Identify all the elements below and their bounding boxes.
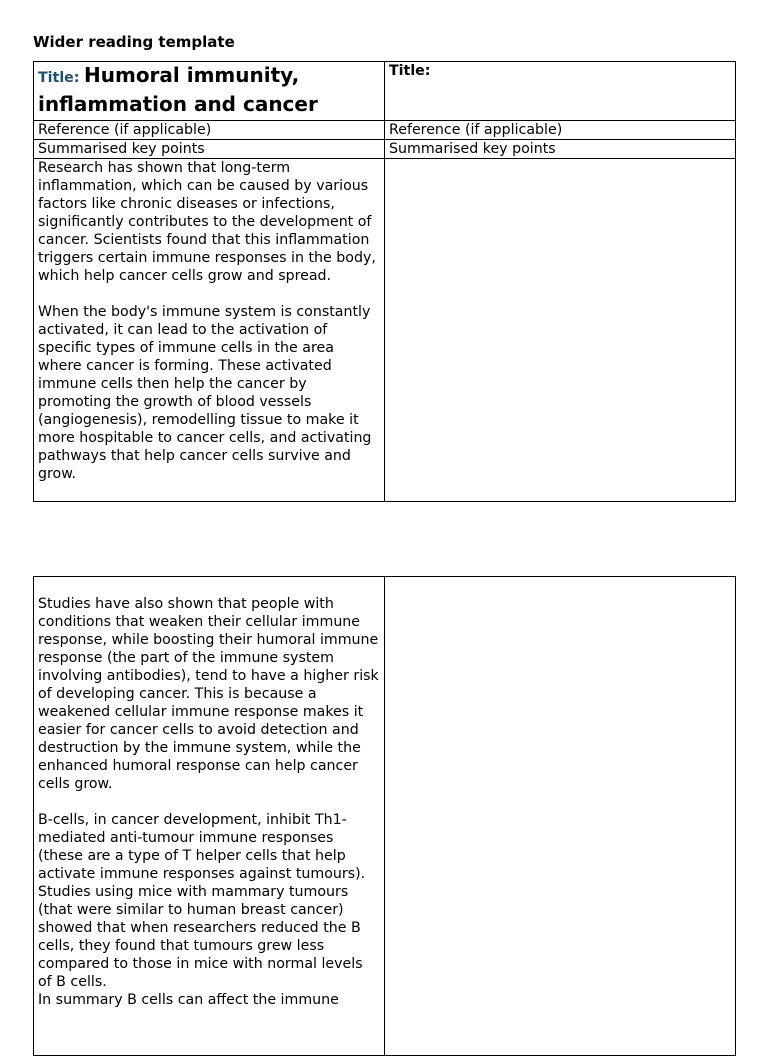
reference-row <box>34 121 736 140</box>
right-summary-label: Summarised key points <box>389 141 556 157</box>
right-summary-label-cell[interactable] <box>385 140 736 159</box>
right-reference-label: Reference (if applicable) <box>389 122 563 138</box>
left-summary-text-continued[interactable]: Studies have also shown that people with conditions that weaken their cellular immune response, while boosting their humoral immune response (the part of the immune system involving antibodies), tend to have a higher risk of developing cancer. This is because a weakened cellular immune response makes it easier for cancer cells to avoid detection and destruction by the immune system, while the enhanced humoral response can help cancer cells grow. B-cells, in cancer development, inhibit Th1-mediated anti-tumour immune responses (these are a type of T helper cells that help activate immune responses against tumours). Studies using mice with mammary tumours (that were similar to human breast cancer) showed that when researchers reduced the B cells, they found that tumours grew less compared to those in mice with normal levels of B cells. In summary B cells can affect the immune <box>34 577 385 1056</box>
left-title-cell[interactable] <box>34 62 385 121</box>
right-summary-text[interactable] <box>385 159 736 502</box>
right-summary-text-continued[interactable] <box>385 577 736 1056</box>
wider-reading-table-2 <box>33 576 736 1056</box>
left-summary-label: Summarised key points <box>38 141 205 157</box>
right-reference-cell[interactable] <box>385 121 736 140</box>
right-title-prefix: Title: <box>389 63 431 79</box>
left-summary-text[interactable]: Research has shown that long-term inflammation, which can be caused by various factors like chronic diseases or infections, significantly contributes to the development of cancer. Scientists found that this inflammation triggers certain immune responses in the body, which help cancer cells grow and spread. When the body's immune system is constantly activated, it can lead to the activation of specific types of immune cells in the area where cancer is forming. These activated immune cells then help the cancer by promoting the growth of blood vessels (angiogenesis), remodelling tissue to make it more hospitable to cancer cells, and activating pathways that help cancer cells survive and grow. <box>34 159 385 502</box>
wider-reading-table-1 <box>33 61 736 502</box>
summary-label-row <box>34 140 736 159</box>
right-title-cell[interactable] <box>385 62 736 121</box>
left-reference-label: Reference (if applicable) <box>38 122 212 138</box>
page-heading: Wider reading template <box>33 33 235 51</box>
left-title-prefix: Title: <box>38 70 80 86</box>
left-reference-cell[interactable] <box>34 121 385 140</box>
left-title-text: Humoral immunity, inflammation and cancer <box>38 63 318 116</box>
title-row <box>34 62 736 121</box>
summary-body-row-continued <box>34 577 736 1056</box>
summary-body-row <box>34 159 736 502</box>
left-summary-label-cell[interactable] <box>34 140 385 159</box>
